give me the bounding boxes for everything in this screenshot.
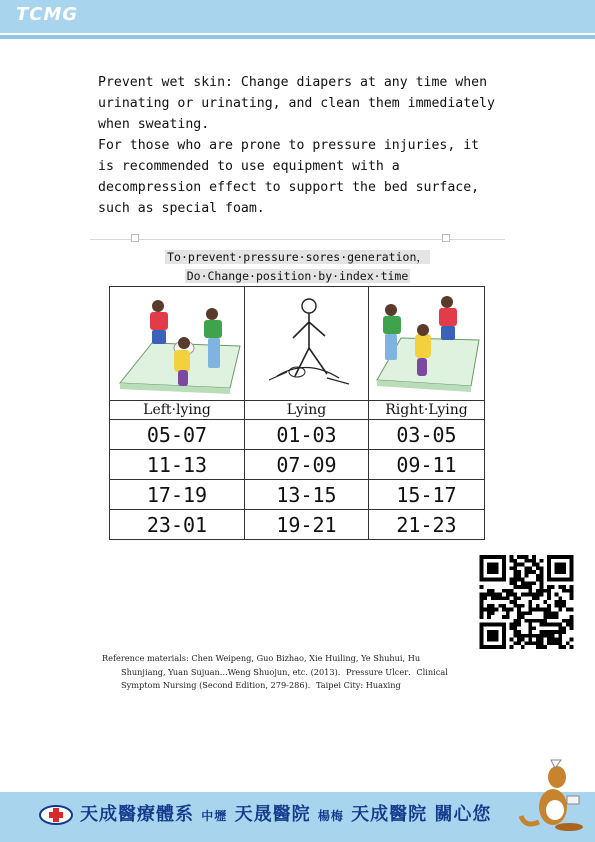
time-cell: 21-23 [369,510,485,540]
intro-line: For those who are prone to pressure injuries, it [98,138,480,153]
table-row [110,510,485,540]
header-divider [0,35,595,39]
lying-image [257,288,357,396]
table-subtitle [110,269,485,283]
table-title-line1: To·prevent·pressure·sores·generation， [167,250,428,264]
table-row [110,420,485,450]
table-title [110,249,485,265]
intro-text [98,72,518,219]
footer-hospital-2: 天成醫院 [351,804,428,825]
header-right-lying: Right·Lying [369,401,485,420]
footer-system-name: 天成醫療體系 [80,804,194,825]
time-cell: 05-07 [110,420,245,450]
lying-illustration [245,287,369,401]
time-cell: 15-17 [369,480,485,510]
time-cell: 13-15 [245,480,369,510]
footer-hospital-1: 天晟醫院 [234,804,311,825]
reference-text [102,652,522,693]
kangaroo-nurse-mascot [515,752,590,832]
right-lying-image [371,288,483,396]
footer-care-tagline: 關心您 [434,804,492,825]
table-row [110,450,485,480]
time-cell: 11-13 [110,450,245,480]
time-cell: 03-05 [369,420,485,450]
brand-title: TCMG [16,4,79,25]
header-left-lying: Left·lying [110,401,245,420]
margin-marker [442,234,450,242]
table-title-line2: Do·Change·position·by·index·time [186,269,409,283]
qr-code[interactable] [478,555,575,649]
position-schedule-table [109,286,485,540]
footer-location-1: 中壢 [201,809,228,823]
footer-location-2: 楊梅 [317,809,344,823]
footer-slogan [80,800,491,826]
left-lying-image [112,288,242,396]
left-lying-illustration [110,287,245,401]
header-band [0,0,595,33]
margin-marker [131,234,139,242]
time-cell: 07-09 [245,450,369,480]
time-cell: 17-19 [110,480,245,510]
intro-line: urinating or urinating, and clean them immediately [98,96,495,111]
intro-line: when sweating. [98,117,210,132]
time-cell: 19-21 [245,510,369,540]
illustration-row [110,287,485,401]
reference-line: Shunjiang, Yuan Sujuan...Weng Shuojun, etc. (2013)．Pressure Ulcer．Clinical [121,666,448,677]
intro-line: is recommended to use equipment with a [98,159,400,174]
intro-line: decompression effect to support the bed surface, [98,180,480,195]
time-cell: 23-01 [110,510,245,540]
header-lying: Lying [245,401,369,420]
hospital-logo-icon [38,804,74,826]
table-row [110,480,485,510]
intro-line: Prevent wet skin: Change diapers at any time when [98,75,488,90]
intro-line: such as special foam. [98,201,265,216]
reference-line: Reference materials: Chen Weipeng, Guo Bizhao, Xie Huiling, Ye Shuhui, Hu [102,653,421,663]
time-cell: 01-03 [245,420,369,450]
position-header-row [110,401,485,420]
reference-line: Symptom Nursing (Second Edition, 279-286)．Taipei City: Huaxing [121,680,401,690]
time-cell: 09-11 [369,450,485,480]
right-lying-illustration [369,287,485,401]
